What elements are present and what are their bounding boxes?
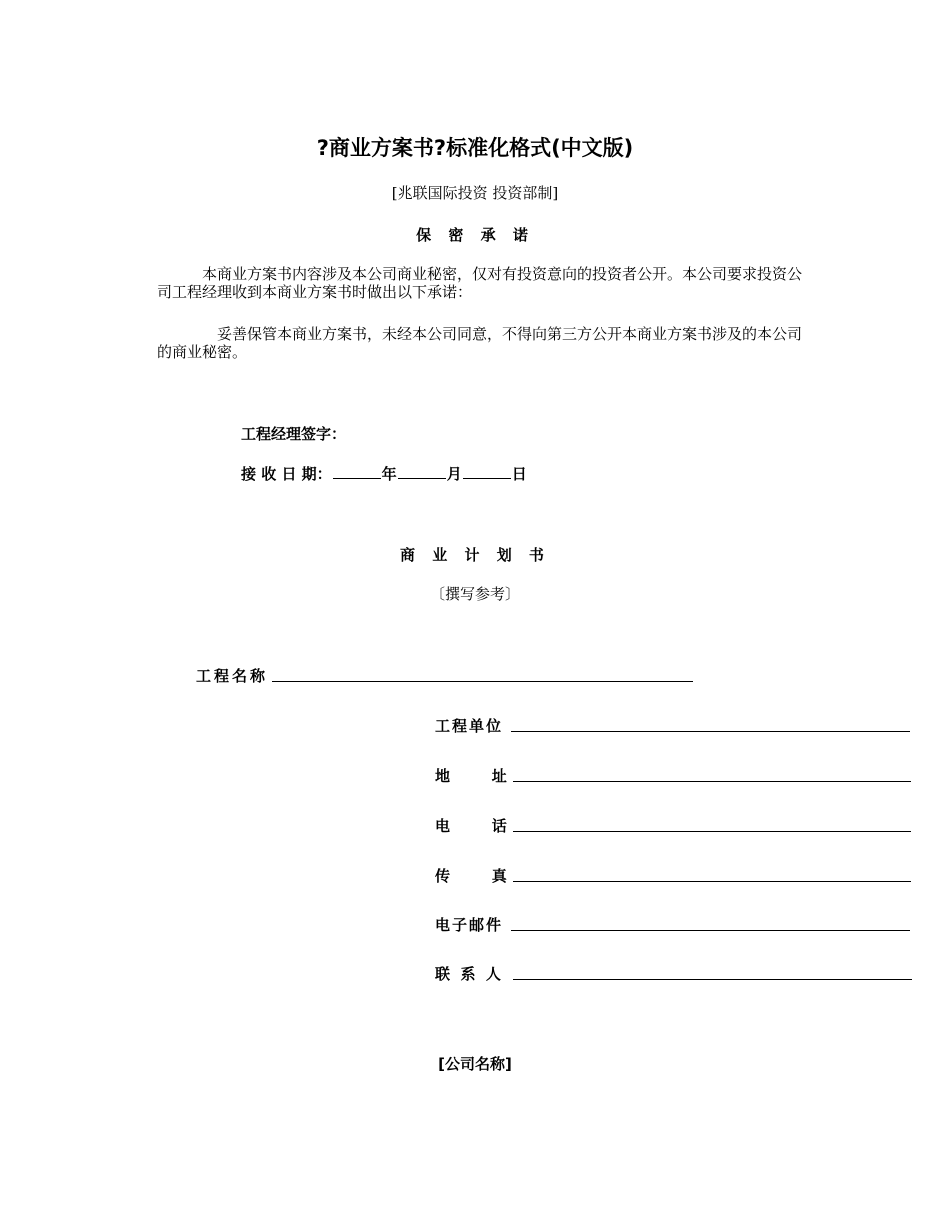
- confidentiality-paragraph-1: 本商业方案书内容涉及本公司商业秘密，仅对有投资意向的投资者公开。本公司要求投资公司工程经理收到本商业方案书时做出以下承诺：: [157, 265, 803, 301]
- manager-signature-label: 工程经理签字：: [241, 425, 347, 443]
- writing-reference: 〔撰写参考〕: [429, 585, 520, 603]
- receive-date-row: [241, 463, 527, 484]
- confidentiality-heading: 保 密 承 诺: [416, 226, 534, 244]
- fax-label: 传 真: [435, 867, 507, 885]
- company-name-placeholder: [公司名称]: [438, 1055, 512, 1073]
- day-blank[interactable]: [463, 464, 511, 479]
- document-title: ?商业方案书?标准化格式(中文版): [316, 136, 634, 160]
- business-plan-heading: 商 业 计 划 书: [400, 546, 550, 564]
- receive-date-label: 接 收 日 期：: [241, 465, 332, 483]
- project-unit-label: 工程单位: [435, 717, 504, 735]
- day-label: 日: [511, 465, 527, 483]
- project-name-label: 工程名称: [196, 667, 269, 685]
- contact-label: 联 系 人: [435, 965, 501, 983]
- project-unit-line[interactable]: [511, 731, 910, 732]
- phone-label: 电 话: [435, 817, 507, 835]
- contact-line[interactable]: [513, 979, 912, 980]
- month-label: 月: [446, 465, 462, 483]
- project-name-line[interactable]: [272, 681, 693, 682]
- confidentiality-paragraph-2: 妥善保管本商业方案书，未经本公司同意，不得向第三方公开本商业方案书涉及的本公司的商业秘密。: [157, 325, 803, 361]
- email-line[interactable]: [511, 930, 910, 931]
- email-label: 电子邮件: [435, 916, 504, 934]
- year-label: 年: [381, 465, 397, 483]
- fax-line[interactable]: [513, 881, 911, 882]
- year-blank[interactable]: [333, 464, 381, 479]
- phone-line[interactable]: [513, 831, 911, 832]
- month-blank[interactable]: [398, 464, 446, 479]
- address-line[interactable]: [513, 781, 911, 782]
- document-subtitle: [兆联国际投资 投资部制]: [391, 184, 559, 202]
- address-label: 地 址: [435, 767, 507, 785]
